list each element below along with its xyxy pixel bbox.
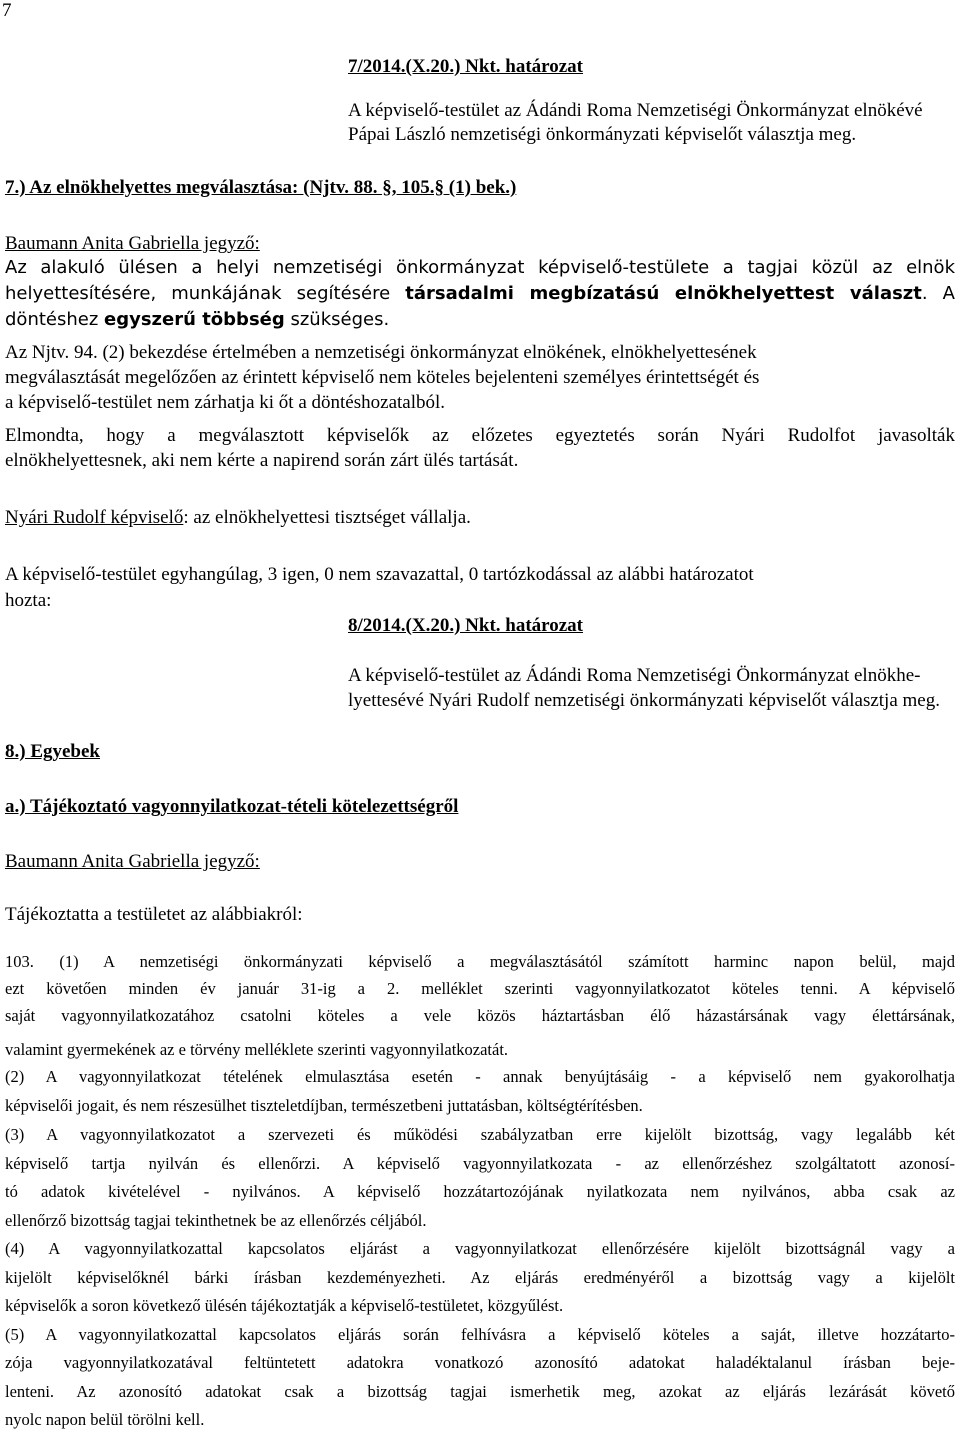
section-7-p1-line-3: döntéshez egyszerű többség szükséges. (5, 309, 390, 330)
legal-text-line-3: saját vagyonnyilatkozatához csatolni köteles a vele közös háztartásban élő házastársának vagy élettársának, (5, 1006, 955, 1025)
legal-text-line-17: nyolc napon belül törölni kell. (5, 1410, 205, 1429)
section-8-heading: 8.) Egyebek (5, 741, 100, 762)
legal-text-line-15: zója vagyonnyilatkozatával feltüntetett adatokra vonatkozó azonosító adatokat haladéktalanul írásban beje- (5, 1353, 955, 1372)
section-7-p3-line-1: Elmondta, hogy a megválasztott képviselők az előzetes egyeztetés során Nyári Rudolfot javasolták (5, 425, 955, 446)
resolution-7-line-2: Pápai László nemzetiségi önkormányzati képviselőt választja meg. (348, 124, 857, 145)
section-8-intro: Tájékoztatta a testületet az alábbiakról: (5, 904, 303, 925)
legal-text-line-13: képviselők a soron következő ülésén tájékoztatják a képviselő-testületet, közgyűlést. (5, 1296, 564, 1315)
page-number: 7 (2, 0, 12, 21)
legal-text-line-8: képviselő tartja nyilván és ellenőrzi. A képviselő vagyonnyilatkozata - az ellenőrzéshez szolgáltatott azonosí- (5, 1154, 955, 1173)
legal-text-line-9: tó adatok kivételével - nyilvános. A képviselő hozzátartozójának nyilatkozata nem nyilvános, abba csak az (5, 1182, 955, 1201)
vote-line-2: hozta: (5, 590, 52, 611)
resolution-8-line-1: A képviselő-testület az Ádándi Roma Nemzetiségi Önkormányzat elnökhe- (348, 665, 921, 686)
section-7-p2-line-2: megválasztását megelőzően az érintett képviselő nem köteles bejelenteni személyes érintettségét és (5, 367, 760, 388)
section-7-p1-line-2: helyettesítésére, munkájának segítésére társadalmi megbízatású elnökhelyettest választ. A (5, 283, 955, 304)
section-7-speaker-2-line: Nyári Rudolf képviselő: az elnökhelyettesi tisztséget vállalja. (5, 507, 471, 528)
section-8-speaker: Baumann Anita Gabriella jegyző: (5, 851, 260, 872)
resolution-7-line-1: A képviselő-testület az Ádándi Roma Nemzetiségi Önkormányzat elnökévé (348, 100, 923, 121)
section-7-speaker: Baumann Anita Gabriella jegyző: (5, 233, 260, 254)
vote-line-1: A képviselő-testület egyhangúlag, 3 igen, 0 nem szavazattal, 0 tartózkodással az alábbi határozatot (5, 564, 754, 585)
legal-text-line-14: (5) A vagyonnyilatkozattal kapcsolatos eljárás során felhívásra a képviselő köteles a saját, illetve hozzátarto- (5, 1325, 955, 1344)
section-8-sub-heading: a.) Tájékoztató vagyonnyilatkozat-tételi kötelezettségről (5, 796, 459, 817)
legal-text-line-1: 103. (1) A nemzetiségi önkormányzati képviselő a megválasztásától számított harminc napon belül, majd (5, 952, 955, 971)
legal-text-line-11: (4) A vagyonnyilatkozattal kapcsolatos eljárást a vagyonnyilatkozat ellenőrzésére kijelölt bizottságnál vagy a (5, 1239, 955, 1258)
legal-text-line-16: lenteni. Az azonosító adatokat csak a bizottság tagjai ismerhetik meg, azokat az eljárás lezárását követő (5, 1382, 955, 1401)
section-7-p2-line-1: Az Njtv. 94. (2) bekezdése értelmében a nemzetiségi önkormányzat elnökének, elnökhelyettesének (5, 342, 757, 363)
section-7-p2-line-3: a képviselő-testület nem zárhatja ki őt a döntéshozatalból. (5, 392, 446, 413)
resolution-8-heading: 8/2014.(X.20.) Nkt. határozat (348, 615, 584, 636)
section-7-p1-line-1: Az alakuló ülésen a helyi nemzetiségi önkormányzat képviselő-testülete a tagjai közül az elnök (5, 257, 955, 278)
section-7-p3-line-2: elnökhelyettesnek, aki nem kérte a napirend során zárt ülés tartását. (5, 450, 519, 471)
resolution-7-heading: 7/2014.(X.20.) Nkt. határozat (348, 56, 584, 77)
legal-text-line-5: (2) A vagyonnyilatkozat tételének elmulasztása esetén - annak benyújtásáig - a képviselő nem gyakorolhatja (5, 1067, 955, 1086)
section-7-heading: 7.) Az elnökhelyettes megválasztása: (Njtv. 88. §, 105.§ (1) bek.) (5, 177, 517, 198)
legal-text-line-2: ezt követően minden év január 31-ig a 2. melléklet szerinti vagyonnyilatkozatot köteles tenni. A képviselő (5, 979, 955, 998)
legal-text-line-10: ellenőrző bizottság tagjai tekinthetnek be az ellenőrzés céljából. (5, 1211, 427, 1230)
legal-text-line-12: kijelölt képviselőknél bárki írásban kezdeményezheti. Az eljárás eredményéről a bizottság vagy a kijelölt (5, 1268, 955, 1287)
legal-text-line-4: valamint gyermekének az e törvény melléklete szerinti vagyonnyilatkozatát. (5, 1040, 509, 1059)
legal-text-line-7: (3) A vagyonnyilatkozatot a szervezeti és működési szabályzatban erre kijelölt bizottság, vagy legalább két (5, 1125, 955, 1144)
resolution-8-line-2: lyettesévé Nyári Rudolf nemzetiségi önkormányzati képviselőt választja meg. (348, 690, 940, 711)
legal-text-line-6: képviselői jogait, és nem részesülhet tiszteletdíjban, természetbeni juttatásban, költségtérítésben. (5, 1096, 643, 1115)
